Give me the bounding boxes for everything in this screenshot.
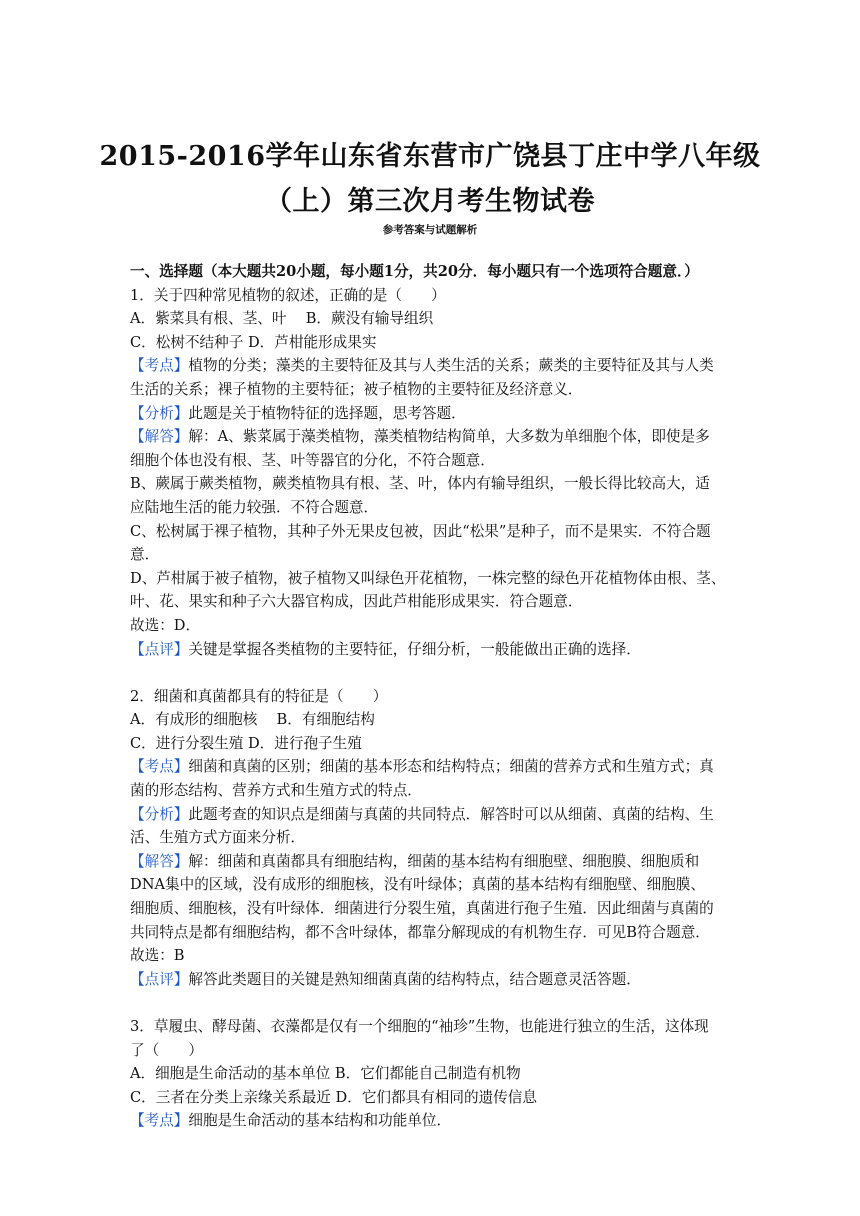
spacer <box>130 991 740 1015</box>
q1-kaodian-text-2: 生活的关系；裸子植物的主要特征；被子植物的主要特征及经济意义． <box>130 380 583 398</box>
q1-jieda-text-2: 细胞个体也没有根、茎、叶等器官的分化，不符合题意． <box>130 451 495 469</box>
q2-fenxi <box>130 803 740 827</box>
q2-jieda-text-4: 共同特点是都有细胞结构，都不含叶绿体，都靠分解现成的有机物生存．可见B符合题意． <box>130 923 710 941</box>
q1-jieda-text-1: 解：A、紫菜属于藻类植物，藻类植物结构简单，大多数为单细胞个体，即使是多 <box>188 428 710 446</box>
kaodian-tag: 【考点】 <box>130 758 189 776</box>
kaodian-tag: 【考点】 <box>130 357 189 375</box>
q1-jieda-text-7: D、芦柑属于被子植物，被子植物又叫绿色开花植物，一株完整的绿色开花植物体由根、茎、 <box>130 569 726 587</box>
q3-options-cd: C．三者在分类上亲缘关系最近 D．它们都具有相同的遗传信息 <box>130 1088 537 1106</box>
q1-stem: 1．关于四种常见植物的叙述，正确的是（ ） <box>130 286 446 304</box>
q3-kaodian-text: 细胞是生命活动的基本结构和功能单位． <box>188 1112 452 1130</box>
dianping-tag: 【点评】 <box>130 970 189 988</box>
document-subtitle: 参考答案与试题解析 <box>382 224 478 236</box>
jieda-tag: 【解答】 <box>130 428 189 446</box>
q2-fenxi-text-2: 活、生殖方式方面来分析． <box>130 829 306 847</box>
q1-jieda-text-4: 应陆地生活的能力较强．不符合题意． <box>130 498 379 516</box>
q3-options-ab: A．细胞是生命活动的基本单位 B．它们都能自己制造有机物 <box>130 1065 521 1083</box>
q1-fenxi-text: 此题是关于植物特征的选择题，思考答题． <box>188 404 466 422</box>
q1-jieda-text-6: 意． <box>130 546 160 564</box>
q2-jieda <box>130 850 740 874</box>
q1-jieda <box>130 425 740 449</box>
fenxi-tag: 【分析】 <box>130 805 189 823</box>
q1-jieda-text-5: C、松树属于裸子植物，其种子外无果皮包被，因此“松果”是种子，而不是果实．不符合题 <box>130 522 711 540</box>
q1-kaodian-text-1: 植物的分类；藻类的主要特征及其与人类生活的关系；蕨类的主要特征及其与人类 <box>188 357 714 375</box>
dianping-tag: 【点评】 <box>130 640 189 658</box>
q1-jieda-text-8: 叶、花、果实和种子六大器官构成，因此芦柑能形成果实．符合题意． <box>130 593 583 611</box>
q2-answer: 故选：B <box>130 947 185 965</box>
q2-kaodian <box>130 755 740 779</box>
q2-options-cd: C．进行分裂生殖 D．进行孢子生殖 <box>130 734 362 752</box>
q2-options-ab: A．有成形的细胞核 B．有细胞结构 <box>130 711 375 729</box>
q3-stem-2: 了（ ） <box>130 1041 203 1059</box>
q1-options-cd: C．松树不结种子 D．芦柑能形成果实 <box>130 333 377 351</box>
document-title-line-2: （上）第三次月考生物试卷 <box>265 186 595 217</box>
fenxi-tag: 【分析】 <box>130 404 189 422</box>
q3-kaodian <box>130 1109 740 1133</box>
q1-dianping <box>130 638 740 662</box>
q2-kaodian-text-2: 菌的形态结构、营养方式和生殖方式的特点． <box>130 782 422 800</box>
q2-fenxi-text-1: 此题考查的知识点是细菌与真菌的共同特点．解答时可以从细菌、真菌的结构、生 <box>188 805 714 823</box>
q2-kaodian-text-1: 细菌和真菌的区别；细菌的基本形态和结构特点；细菌的营养方式和生殖方式；真 <box>188 758 714 776</box>
q1-answer: 故选：D． <box>130 616 201 634</box>
q1-options-ab: A．紫菜具有根、茎、叶 B．蕨没有输导组织 <box>130 310 434 328</box>
q2-jieda-text-3: 细胞质、细胞核，没有叶绿体．细菌进行分裂生殖，真菌进行孢子生殖．因此细菌与真菌的 <box>130 900 714 918</box>
q2-jieda-text-2: DNA集中的区域，没有成形的细胞核，没有叶绿体；真菌的基本结构有细胞壁、细胞膜、 <box>130 876 705 894</box>
document-body <box>130 260 740 1133</box>
section-heading: 一、选择题（本大题共20小题，每小题1分，共20分．每小题只有一个选项符合题意．） <box>130 263 699 280</box>
document-title-line-1: 2015-2016学年山东省东营市广饶县丁庄中学八年级 <box>99 141 761 172</box>
q3-stem-1: 3．草履虫、酵母菌、衣藻都是仅有一个细胞的“袖珍”生物，也能进行独立的生活，这体现 <box>130 1018 709 1035</box>
q1-dianping-text: 关键是掌握各类植物的主要特征，仔细分析，一般能做出正确的选择． <box>188 640 641 658</box>
q2-dianping <box>130 968 740 992</box>
q1-fenxi <box>130 402 740 426</box>
q1-kaodian <box>130 354 740 378</box>
spacer <box>130 661 740 685</box>
jieda-tag: 【解答】 <box>130 852 189 870</box>
q1-jieda-text-3: B、蕨属于蕨类植物，蕨类植物具有根、茎、叶，体内有输导组织，一般长得比较高大，适 <box>130 475 710 493</box>
q2-jieda-text-1: 解：细菌和真菌都具有细胞结构，细菌的基本结构有细胞壁、细胞膜、细胞质和 <box>188 852 700 870</box>
q2-dianping-text: 解答此类题目的关键是熟知细菌真菌的结构特点，结合题意灵活答题． <box>188 970 641 988</box>
q2-stem: 2．细菌和真菌都具有的特征是（ ） <box>130 687 388 705</box>
kaodian-tag: 【考点】 <box>130 1112 189 1130</box>
